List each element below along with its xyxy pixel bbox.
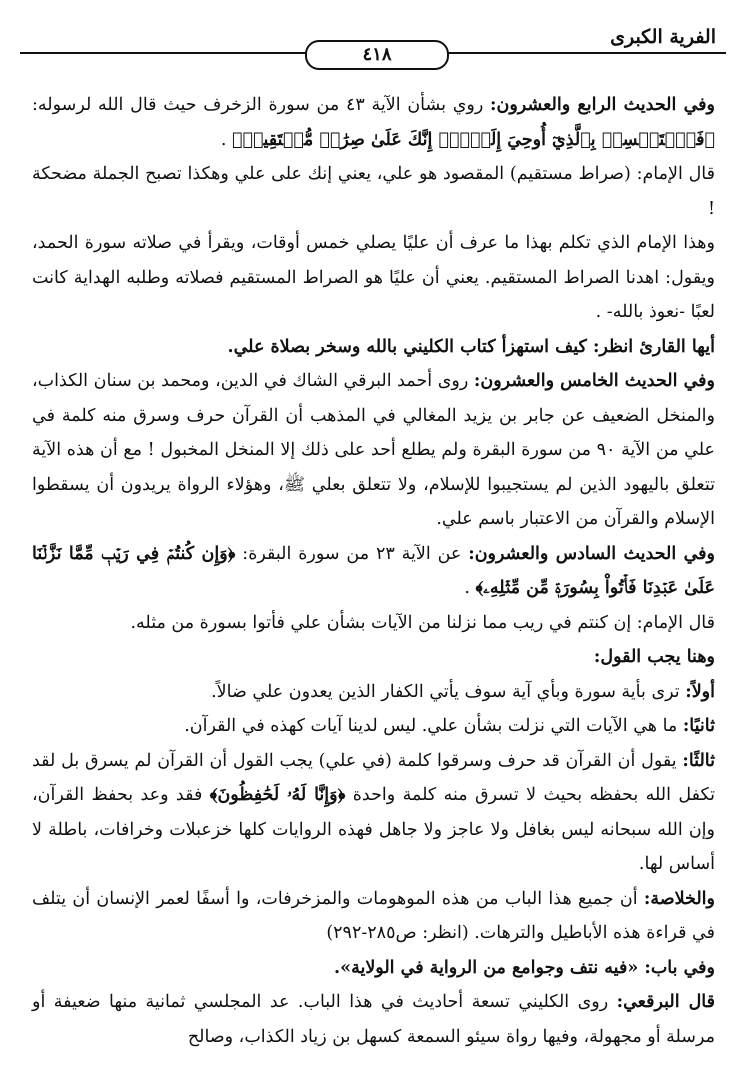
- paragraph-must-say: [32, 640, 715, 675]
- paragraph-text: قال الإمام: إن كنتم في ريب مما نزلنا من الآيات بشأن علي فأتوا بسورة من مثله.: [130, 612, 715, 633]
- paragraph-lead: وفي باب:: [644, 957, 715, 978]
- paragraph-text: عن الآية ٢٣ من سورة البقرة:: [235, 543, 469, 564]
- paragraph-third: [32, 744, 715, 882]
- paragraph-lead: ثالثًا:: [682, 750, 715, 771]
- book-title: الفرية الكبرى: [606, 26, 720, 48]
- paragraph-conclusion: [32, 882, 715, 951]
- page-number: ٤١٨: [305, 40, 449, 70]
- paragraph-lead: وفي الحديث السادس والعشرون:: [468, 543, 715, 564]
- paragraph-tail: فقد وعد بحفظ القرآن، وإن الله سبحانه ليس بغافل ولا عاجز ولا جاهل فهذه الروايات كلها خزعبلات وخرافات، باطلة لا أساس لها.: [32, 785, 715, 874]
- paragraph-text: ترى بأية سورة وبأي آية سوف يأتي الكفار الذين يعدون علي ضالاً.: [211, 681, 686, 702]
- page-header: [20, 16, 726, 74]
- paragraph-text: روي بشأن الآية ٤٣ من سورة الزخرف حيث قال الله لرسوله:: [32, 95, 491, 115]
- paragraph-tail: .: [220, 129, 232, 150]
- paragraph-burqui: [32, 985, 715, 1054]
- paragraph-first: [32, 675, 715, 710]
- paragraph-text: روى الكليني تسعة أحاديث في هذا الباب. عد المجلسي ثمانية منها ضعيفة أو مرسلة أو مجهولة، وفيها رواة سيئو السمعة كسهل بن زياد الكذاب، وصالح: [32, 992, 715, 1047]
- paragraph-text: أن جميع هذا الباب من هذه الموهومات والمزخرفات، وا أسفًا لعمر الإنسان أن يتلف في قراءة هذه الأباطيل والترهات. (انظر: ص٢٨٥-٢٩٢): [32, 888, 715, 943]
- paragraph-text: ما هي الآيات التي نزلت بشأن علي. ليس لدينا آيات كهذه في القرآن.: [184, 716, 683, 736]
- paragraph-second: [32, 709, 715, 744]
- paragraph-bold-text: كيف استهزأ كتاب الكليني بالله وسخر بصلاة علي.: [227, 336, 593, 357]
- paragraph-lead: وهنا يجب القول:: [593, 647, 715, 667]
- paragraph-hadith-26: [32, 537, 715, 606]
- paragraph-text: يقول أن القرآن قد حرف وسرقوا كلمة (في علي) يجب القول أن القرآن لم يسرق بل لقد تكفل الله بحفظه بحيث لا تسرق منه كلمة واحدة: [32, 750, 715, 805]
- paragraph-lead: ثانيًا:: [682, 716, 715, 736]
- paragraph-hadith-25: [32, 364, 715, 537]
- paragraph-text: روى أحمد البرقي الشاك في الدين، ومحمد بن سنان الكذاب، والمنخل الضعيف عن جابر بن يزيد المغالي في المذهب أن القرآن حرف وسرق منه كلمة في علي من الآية ٩٠ من سورة البقرة ولم يطلع أحد على ذلك إلا المنخل المخبول ! مع أن هذه الآية تتعلق باليهود الذين لم يستجيبوا للإسلام، ولا تتعلق بعلي ﷺ، وهؤلاء الرواة يريدون أن يسقطوا الإسلام والقرآن من الاعتبار باسم علي.: [32, 371, 715, 529]
- paragraph-lead: قال البرقعي:: [616, 992, 715, 1012]
- paragraph-text: قال الإمام: (صراط مستقيم) المقصود هو علي، يعني إنك على علي وهكذا تصبح الجملة مضحكة !: [32, 164, 715, 219]
- paragraph-lead: أولاً:: [685, 681, 715, 702]
- paragraph-imam-comment: [32, 157, 715, 226]
- paragraph-bold-text: «فيه نتف وجوامع من الرواية في الولاية».: [334, 957, 645, 978]
- quran-quote: ﴿وَإِنَّا لَهُۥ لَحَٰفِظُونَ﴾: [209, 785, 346, 805]
- paragraph-chapter: [32, 951, 715, 986]
- paragraph-lead: وفي الحديث الخامس والعشرون:: [473, 371, 715, 391]
- paragraph-tail: .: [464, 578, 476, 598]
- page-body: [32, 88, 715, 1054]
- paragraph-lead: وفي الحديث الرابع والعشرون:: [490, 95, 715, 115]
- paragraph-lead: والخلاصة:: [643, 888, 715, 909]
- paragraph-reader-note: [32, 330, 715, 365]
- quran-quote: ﴿فَٱسۡتَمۡسِكۡ بِٱلَّذِيٓ أُوحِيَ إِلَيۡكَۖ إِنَّكَ عَلَىٰ صِرَٰطٖ مُّسۡتَقِيمٖ﴾: [231, 129, 715, 150]
- paragraph-lead: أيها القارئ انظر:: [592, 336, 715, 357]
- paragraph-imam-prayer: [32, 226, 715, 330]
- paragraph-hadith-24: [32, 88, 715, 157]
- quran-quote: ﴿وَإِن كُنتُمۡ فِي رَيۡبٖ مِّمَّا نَزَّلۡنَا عَلَىٰ عَبۡدِنَا فَأۡتُواْ بِسُورَةٖ مِّن مِّثۡلِهِۦ﴾: [32, 543, 715, 598]
- paragraph-text: وهذا الإمام الذي تكلم بهذا ما عرف أن عليًا يصلي خمس أوقات، ويقرأ في صلاته سورة الحمد، ويقول: اهدنا الصراط المستقيم. يعني أن عليًا هو الصراط المستقيم فصلاته وطلبه الهداية كانت لعبًا -نعوذ بالله- .: [32, 233, 715, 322]
- paragraph-imam-saying: [32, 606, 715, 641]
